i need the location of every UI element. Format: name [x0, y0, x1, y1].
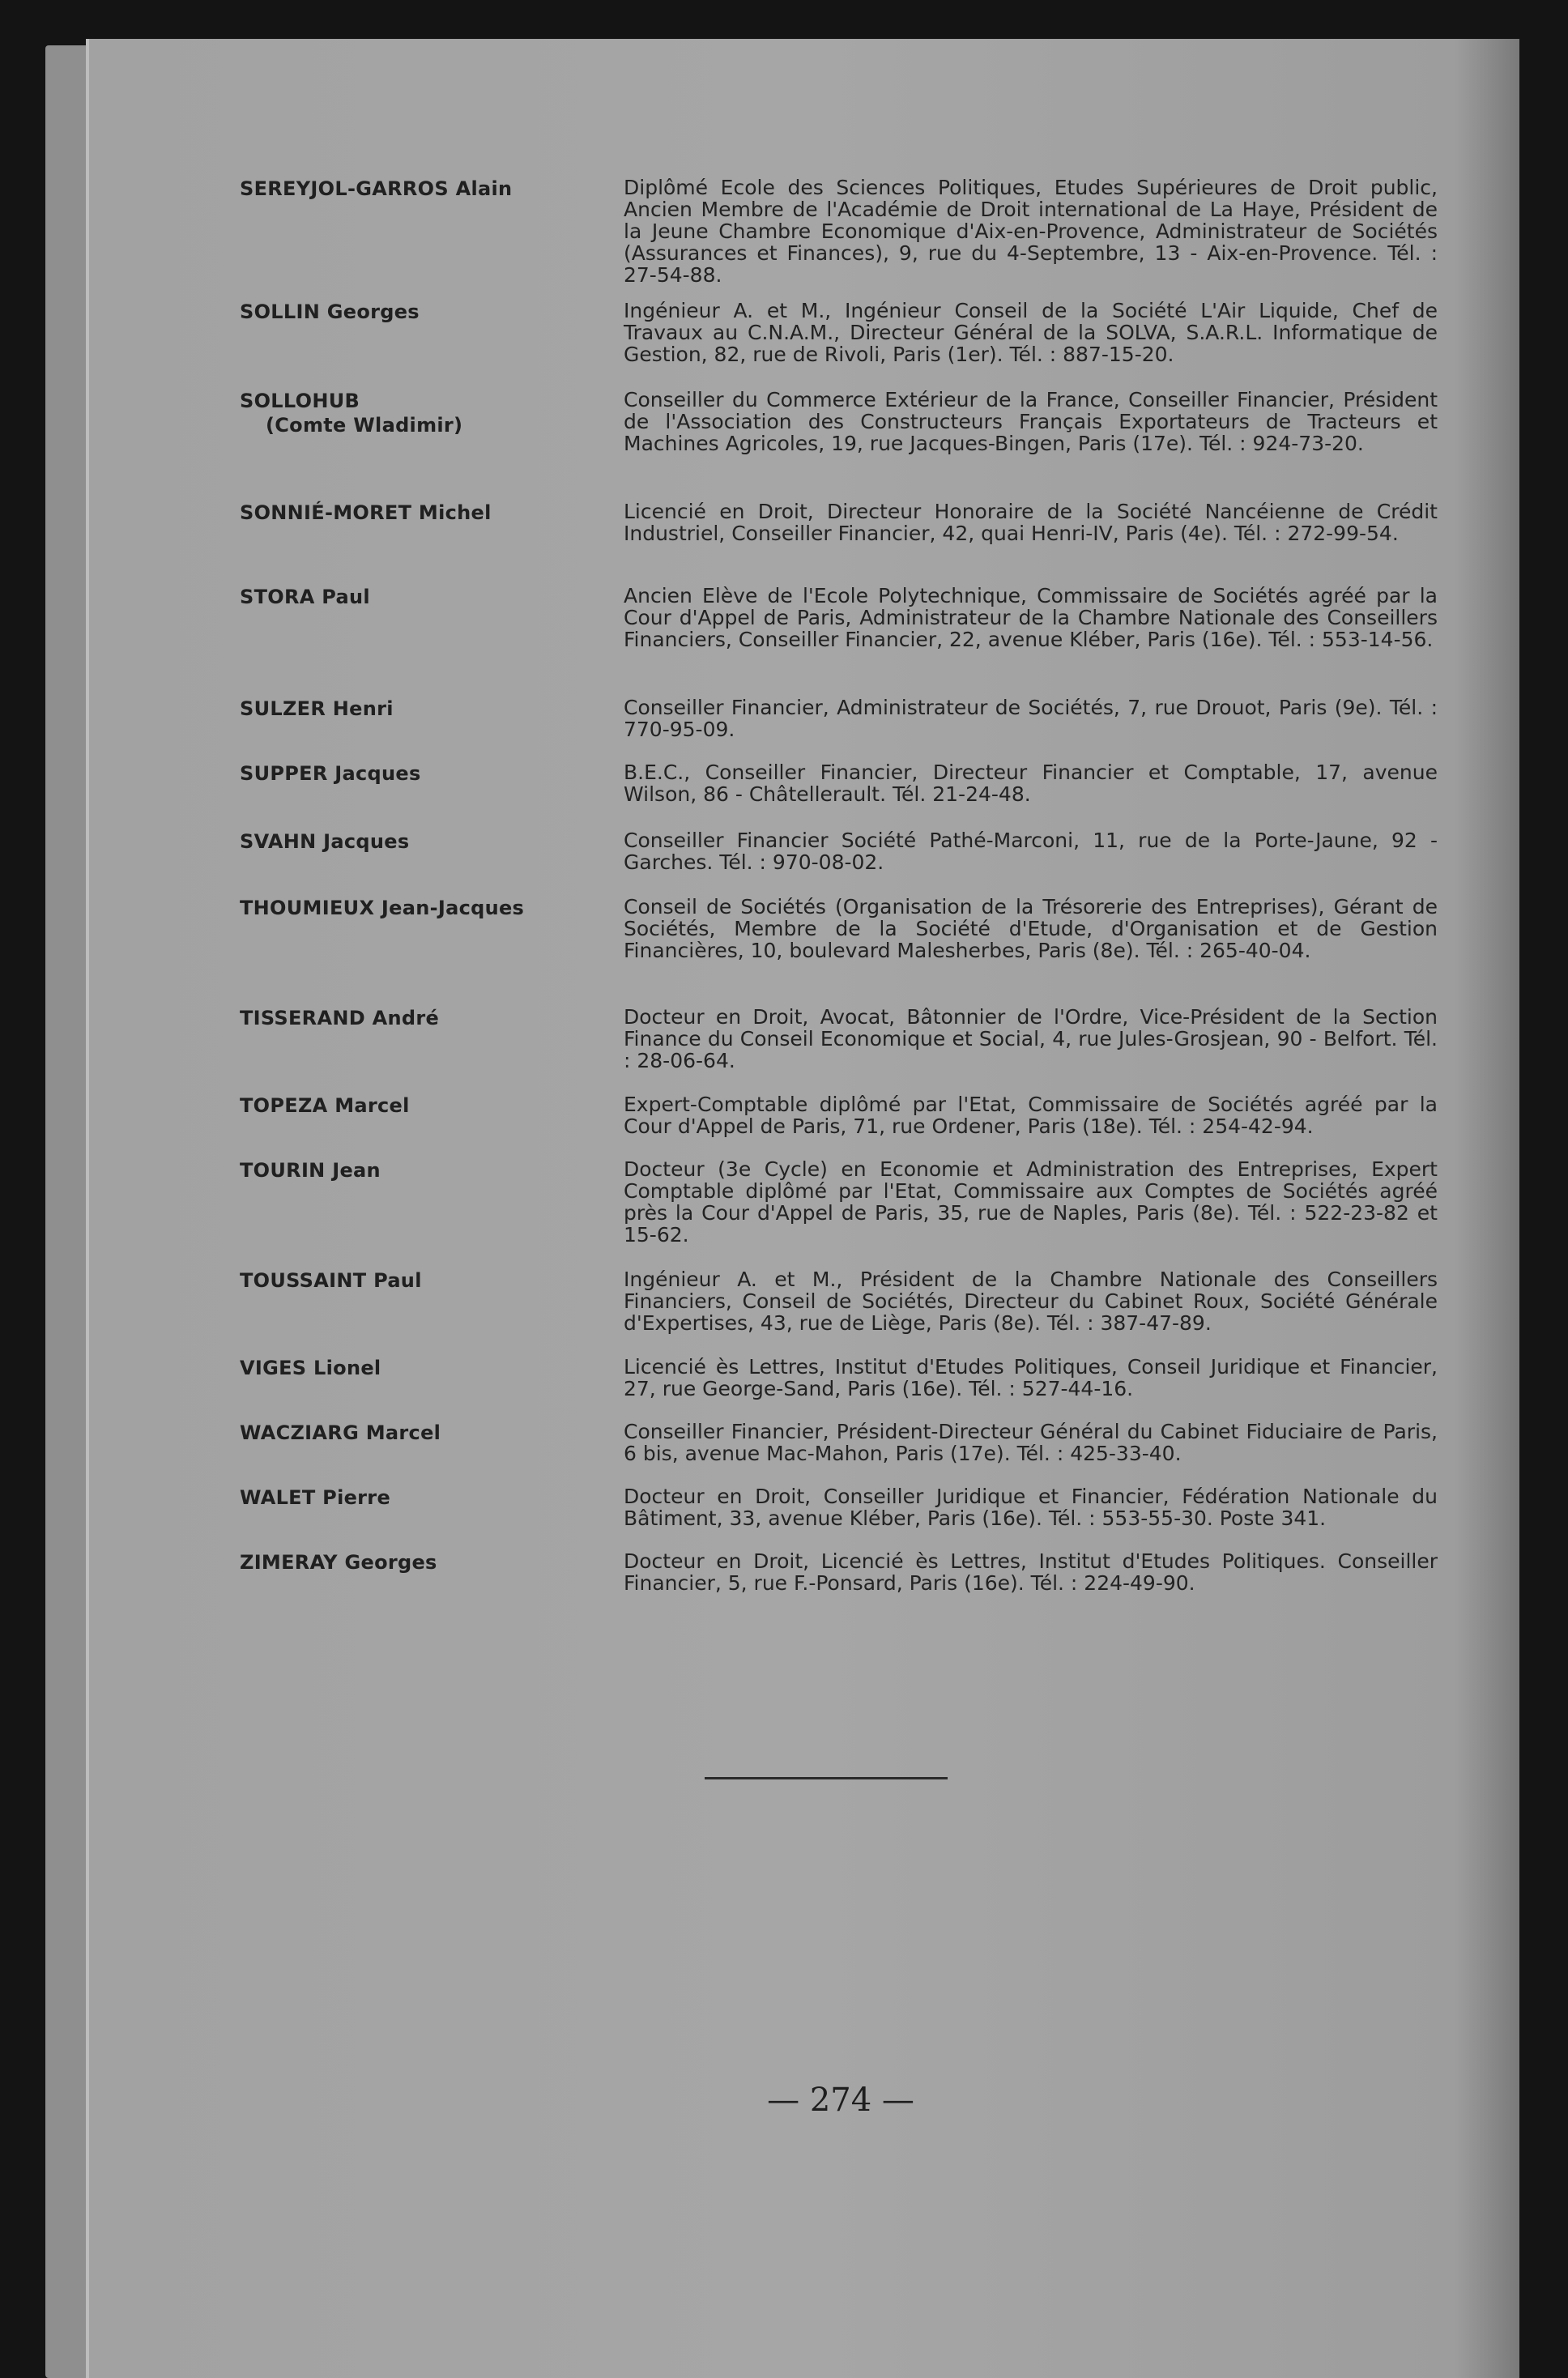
- entry-name: TOUSSAINT Paul: [240, 1269, 422, 1292]
- entry-description: Licencié en Droit, Directeur Honoraire de la Société Nancéienne de Crédit Industriel, Conseiller Financier, 42, quai Henri-IV, Paris (4e). Tél. : 272-99-54.: [624, 500, 1438, 545]
- entry-name: SULZER Henri: [240, 697, 394, 720]
- entry-description: Conseil de Sociétés (Organisation de la Trésorerie des Entreprises), Gérant de Sociétés, Membre de la Société d'Etude, d'Organisation et de Gestion Financières, 10, boulevard Malesherbes, Paris (8e). Tél. : 265-40-04.: [624, 895, 1438, 962]
- entry-description: Conseiller Financier, Président-Directeur Général du Cabinet Fiduciaire de Paris, 6 bis, avenue Mac-Mahon, Paris (17e). Tél. : 425-33-40.: [624, 1420, 1438, 1465]
- entry-description: Docteur (3e Cycle) en Economie et Administration des Entreprises, Expert Comptable diplômé par l'Etat, Commissaire aux Comptes de Sociétés agréé près la Cour d'Appel de Paris, 35, rue de Naples, Paris (8e). Tél. : 522-23-82 et 15-62.: [624, 1157, 1438, 1247]
- entry-description: Conseiller du Commerce Extérieur de la France, Conseiller Financier, Président de l'Association des Constructeurs Français Exportateurs de Tracteurs et Machines Agricoles, 19, rue Jacques-Bingen, Paris (17e). Tél. : 924-73-20.: [624, 388, 1438, 455]
- entry-name: SVAHN Jacques: [240, 830, 410, 853]
- entry-description: Docteur en Droit, Conseiller Juridique et Financier, Fédération Nationale du Bâtiment, 33, avenue Kléber, Paris (16e). Tél. : 553-55-30. Poste 341.: [624, 1485, 1438, 1530]
- entry-description: B.E.C., Conseiller Financier, Directeur Financier et Comptable, 17, avenue Wilson, 86 - Châtellerault. Tél. 21-24-48.: [624, 761, 1438, 806]
- entry-name: [240, 389, 620, 437]
- entry-name: SONNIÉ-MORET Michel: [240, 501, 492, 524]
- entry-name: WALET Pierre: [240, 1486, 391, 1509]
- entry-name: TISSERAND André: [240, 1007, 440, 1029]
- entry-name-main: SOLLOHUB: [240, 390, 360, 412]
- entry-description: Licencié ès Lettres, Institut d'Etudes Politiques, Conseil Juridique et Financier, 27, rue George-Sand, Paris (16e). Tél. : 527-44-16.: [624, 1355, 1438, 1400]
- entry-description: Docteur en Droit, Licencié ès Lettres, Institut d'Etudes Politiques. Conseiller Financier, 5, rue F.-Ponsard, Paris (16e). Tél. : 224-49-90.: [624, 1549, 1438, 1595]
- entry-description: Conseiller Financier, Administrateur de Sociétés, 7, rue Drouot, Paris (9e). Tél. : 770-95-09.: [624, 696, 1438, 741]
- entry-name: SUPPER Jacques: [240, 762, 421, 785]
- entry-description: Docteur en Droit, Avocat, Bâtonnier de l'Ordre, Vice-Président de la Section Finance du Conseil Economique et Social, 4, rue Jules-Grosjean, 90 - Belfort. Tél. : 28-06-64.: [624, 1005, 1438, 1072]
- entry-name: SOLLIN Georges: [240, 300, 420, 323]
- entry-description: Ingénieur A. et M., Président de la Chambre Nationale des Conseillers Financiers, Conseil de Sociétés, Directeur du Cabinet Roux, Société Générale d'Expertises, 43, rue de Liège, Paris (8e). Tél. : 387-47-89.: [624, 1268, 1438, 1335]
- entry-description: Conseiller Financier Société Pathé-Marconi, 11, rue de la Porte-Jaune, 92 - Garches. Tél. : 970-08-02.: [624, 829, 1438, 874]
- section-divider: [705, 1777, 948, 1779]
- entry-name: STORA Paul: [240, 586, 370, 608]
- entry-name: WACZIARG Marcel: [240, 1421, 441, 1444]
- entry-description: Expert-Comptable diplômé par l'Etat, Commissaire de Sociétés agréé par la Cour d'Appel de Paris, 71, rue Ordener, Paris (18e). Tél. : 254-42-94.: [624, 1093, 1438, 1138]
- entry-description: Ingénieur A. et M., Ingénieur Conseil de la Société L'Air Liquide, Chef de Travaux au C.N.A.M., Directeur Général de la SOLVA, S.A.R.L. Informatique de Gestion, 82, rue de Rivoli, Paris (1er). Tél. : 887-15-20.: [624, 299, 1438, 366]
- directory-entries: [89, 39, 1519, 2378]
- entry-name: TOURIN Jean: [240, 1159, 381, 1182]
- page-number: — 274 —: [767, 2082, 914, 2119]
- entry-description: Ancien Elève de l'Ecole Polytechnique, Commissaire de Sociétés agréé par la Cour d'Appel de Paris, Administrateur de la Chambre Nationale des Conseillers Financiers, Conseiller Financier, 22, avenue Kléber, Paris (16e). Tél. : 553-14-56.: [624, 584, 1438, 651]
- entry-name: ZIMERAY Georges: [240, 1551, 437, 1574]
- document-page: [89, 39, 1519, 2378]
- entry-name-sub: (Comte Wladimir): [266, 414, 463, 437]
- entry-name: THOUMIEUX Jean-Jacques: [240, 897, 525, 919]
- entry-description: Diplômé Ecole des Sciences Politiques, Etudes Supérieures de Droit public, Ancien Membre de l'Académie de Droit international de La Haye, Président de la Jeune Chambre Economique d'Aix-en-Provence, Administrateur de Sociétés (Assurances et Finances), 9, rue du 4-Septembre, 13 - Aix-en-Provence. Tél. : 27-54-88.: [624, 176, 1438, 287]
- entry-name: TOPEZA Marcel: [240, 1094, 410, 1117]
- entry-name: SEREYJOL-GARROS Alain: [240, 177, 513, 200]
- entry-name: VIGES Lionel: [240, 1357, 381, 1379]
